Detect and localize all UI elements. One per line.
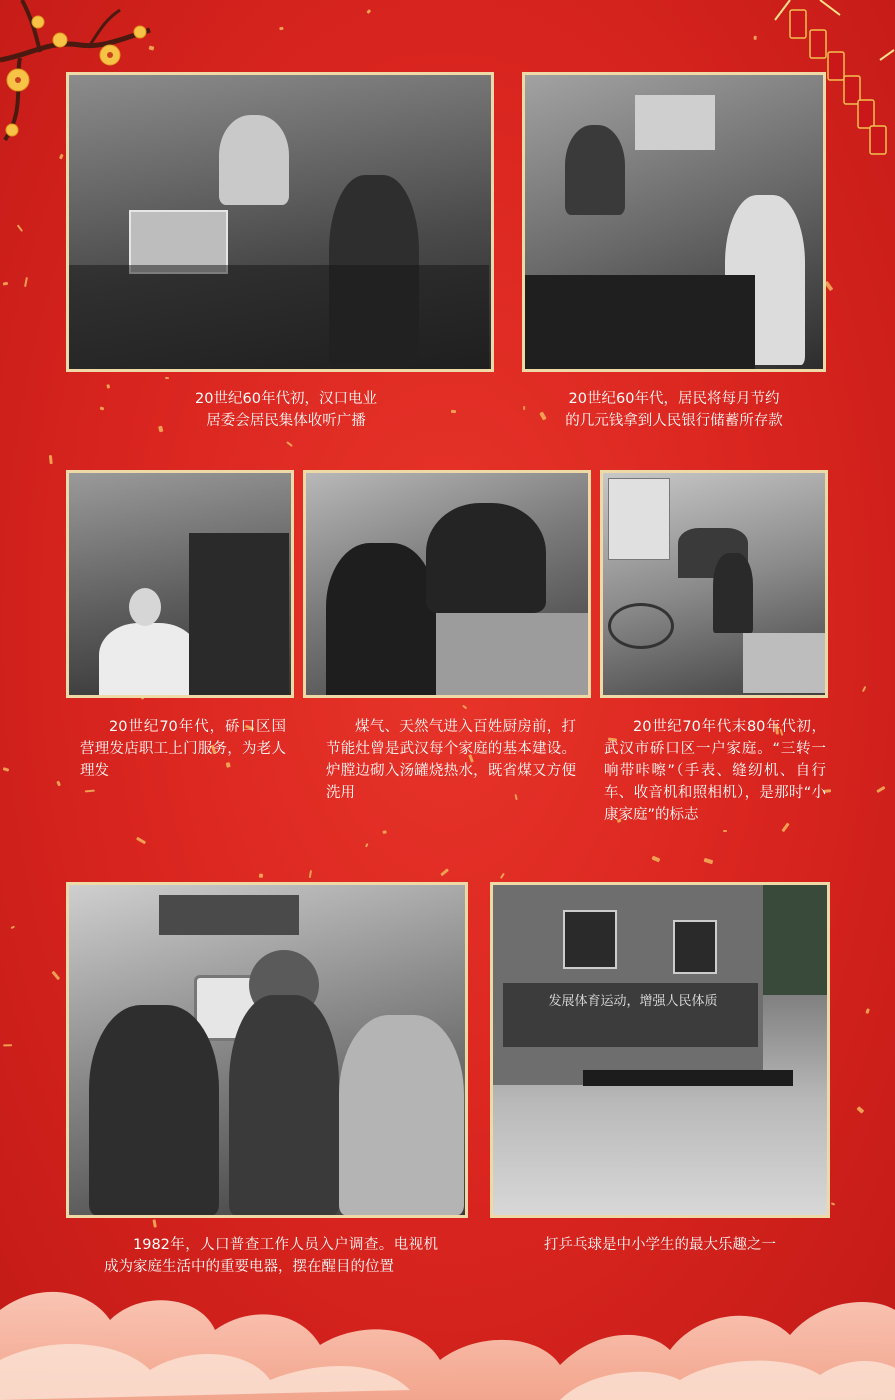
caption-radio-listening: 20世纪60年代初，汉口电业 居委会居民集体收听广播 — [195, 391, 377, 429]
caption-barber-service: 20世纪70年代，硚口区国营理发店职工上门服务，为老人理发 — [80, 719, 286, 779]
confetti-piece — [56, 780, 61, 786]
confetti-piece — [308, 870, 312, 879]
confetti-piece — [862, 686, 867, 692]
confetti-piece — [831, 1202, 836, 1205]
caption-family-room: 20世纪70年代末80年代初，武汉市硚口区一户家庭。“三转一响带咔嚓”（手表、缝纫机、自行车、收音机和照相机），是那时“小康家庭”的标志 — [604, 719, 826, 823]
slogan-banner: 发展体育运动，增强人民体质 — [548, 994, 718, 1009]
confetti-piece — [365, 843, 368, 847]
confetti-piece — [462, 705, 468, 710]
confetti-piece — [85, 789, 95, 792]
confetti-piece — [259, 873, 263, 878]
confetti-piece — [165, 377, 169, 379]
confetti-piece — [52, 971, 60, 980]
confetti-piece — [106, 384, 110, 389]
confetti-piece — [17, 224, 23, 231]
confetti-piece — [136, 837, 146, 845]
confetti-piece — [499, 873, 504, 879]
confetti-piece — [723, 830, 727, 832]
confetti-piece — [24, 277, 28, 287]
confetti-piece — [441, 869, 450, 877]
caption-bank-deposit: 20世纪60年代，居民将每月节约 的几元钱拿到人民银行储蓄所存款 — [565, 391, 783, 429]
caption-table-tennis: 打乒乓球是中小学生的最大乐趣之一 — [544, 1237, 776, 1253]
confetti-piece — [753, 36, 757, 40]
confetti-piece — [383, 831, 387, 834]
photo-bank-deposit — [522, 72, 826, 372]
confetti-piece — [876, 785, 886, 792]
confetti-piece — [48, 455, 52, 464]
caption-stove-building: 煤气、天然气进入百姓厨房前，打节能灶曾是武汉每个家庭的基本建设。炉膛边砌入汤罐烧热水，既省煤又方便洗用 — [326, 719, 576, 801]
confetti-piece — [99, 406, 104, 410]
confetti-piece — [366, 10, 371, 15]
photo-family-room — [600, 470, 828, 698]
confetti-piece — [3, 282, 8, 286]
confetti-piece — [866, 1008, 870, 1014]
confetti-piece — [287, 441, 294, 447]
confetti-piece — [857, 1106, 865, 1113]
confetti-piece — [3, 767, 10, 772]
confetti-piece — [3, 1043, 12, 1045]
confetti-piece — [11, 925, 15, 929]
confetti-piece — [278, 26, 283, 30]
caption-census-visit: 1982年，人口普查工作人员入户调查。电视机成为家庭生活中的重要电器，摆在醒目的位置 — [104, 1237, 438, 1275]
photo-stove-building — [303, 470, 591, 698]
photo-census-visit — [66, 882, 468, 1218]
confetti-piece — [153, 1219, 157, 1227]
confetti-piece — [651, 856, 660, 862]
photo-barber-service — [66, 470, 294, 698]
photo-radio-listening — [66, 72, 494, 372]
photo-table-tennis — [490, 882, 830, 1218]
cloud-decoration — [0, 1250, 895, 1400]
confetti-piece — [704, 858, 713, 864]
